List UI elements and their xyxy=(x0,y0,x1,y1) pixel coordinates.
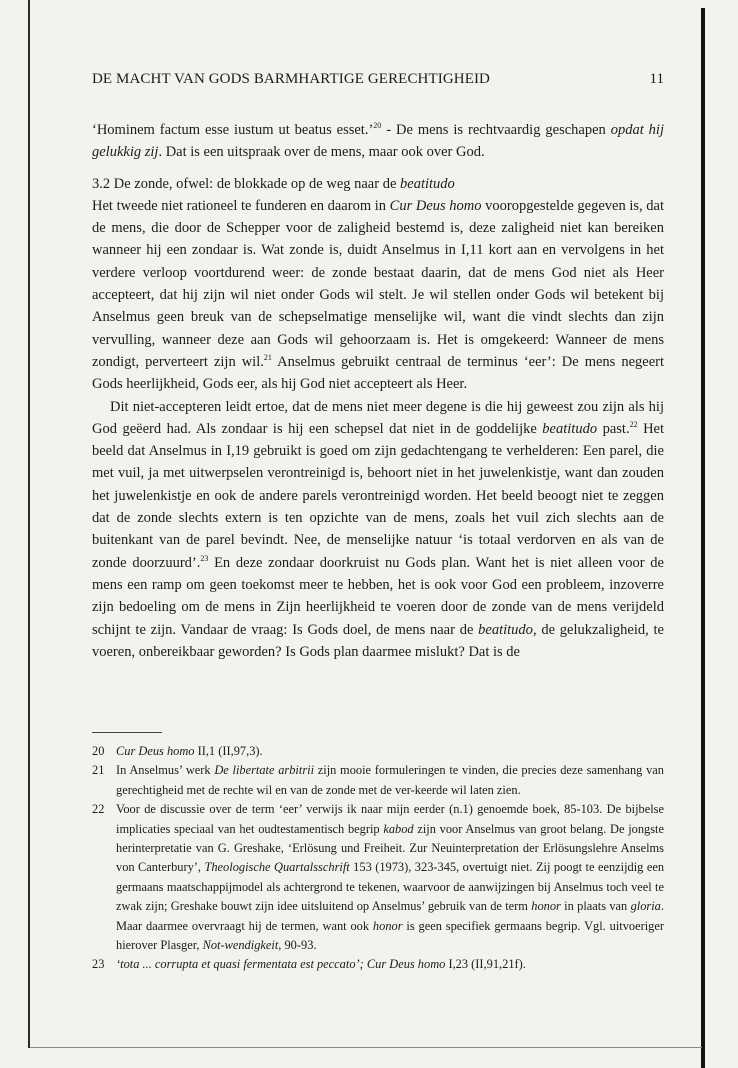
text-span: Dit niet-accepteren leidt ertoe, dat de mens niet meer degene is die hij geweest zou zijn als hij God geëerd had. Als zondaar is hij een schepsel dat niet in de goddelijke xyxy=(92,398,664,437)
footnote-ref-23: 23 xyxy=(200,553,209,563)
footnote-text xyxy=(116,800,664,955)
text-span: - De mens is rechtvaardig geschapen xyxy=(381,122,611,138)
page-number: 11 xyxy=(649,71,664,87)
footnotes xyxy=(92,742,664,975)
italic-text: honor xyxy=(531,899,561,914)
italic-text: De libertate arbitrii xyxy=(214,763,315,778)
footnote-rule xyxy=(92,732,162,733)
footnote-number: 20 xyxy=(92,744,105,758)
footnote-text xyxy=(116,742,664,761)
italic-text: Cur Deus homo xyxy=(116,744,195,758)
footnote-text xyxy=(116,761,664,800)
footnote-text xyxy=(116,955,664,974)
italic-text: honor xyxy=(372,918,403,933)
italic-text: Theologische Quartalsschrift xyxy=(204,860,350,875)
text-span: En deze zondaar doorkruist nu Gods plan. Want het is niet alleen voor de mens een ramp om geen toekomst meer te hebben, het is ook voor God een probleem, inzoverre zijn bedoeling om de mens in Zijn heerlijkheid te voeren door de zonde van de mens verijdeld schijnt te zijn. Vandaar de vraag: Is Gods doel, de mens naar de xyxy=(92,554,664,638)
text-span: is geen specifiek germaans begrip. Vgl. uitvoeriger hierover Plasger, xyxy=(116,918,664,953)
italic-text: Not-wendigkeit xyxy=(202,938,279,953)
italic-text: ‘tota ... corrupta et quasi fermentata est peccato’; Cur Deus homo xyxy=(116,957,446,972)
text-span: zijn mooie formuleringen te vinden, die precies deze samenhang van gerechtigheid met de rechte wil en van de zonde met de ver-keerde wil laten zien. xyxy=(116,763,664,797)
running-head-title: DE MACHT VAN GODS BARMHARTIGE GERECHTIGHEID xyxy=(92,71,490,87)
text-span: . Dat is een uitspraak over de mens, maar ook over God. xyxy=(158,144,485,161)
paragraph-2 xyxy=(92,195,664,396)
text-span: Anselmus gebruikt centraal de terminus ‘eer’: De mens negeert Gods heerlijkheid, Gods eer, als hij God niet accepteert als Heer. xyxy=(92,353,664,393)
paragraph-1 xyxy=(92,119,664,164)
footnote-21 xyxy=(92,761,664,800)
page-edge-right xyxy=(701,8,705,1068)
italic-text: kabod xyxy=(383,821,414,836)
text-span: . Maar daarmee overvraagt hij de termen, want ook xyxy=(116,899,664,933)
text-span: vooropgestelde gegeven is, dat de mens, die door de Schepper voor de zaligheid bestemd is, deze zaligheid niet kan bereiken wanneer hij een zondaar is. Wat zonde is, duidt Anselmus in I,11 kort aan en vervolgens in het verdere verloop voortdurend weer: de zonde bestaat daarin, dat de mens God niet als Heer accepteert, dat hij zijn wil niet onder Gods wil stelt. Je wil stellen onder Gods wil betekent bij Anselmus geen breuk van de schepselmatige menselijke wil, want die vindt slechts dan zijn vervulling, wanneer deze aan Gods wil gehoorzaam is. Het is omgekeerd: Wanneer de mens zondigt, perverteert zijn wil. xyxy=(92,197,664,370)
text-span: past. xyxy=(597,420,630,437)
italic-text: opdat hij gelukkig zij xyxy=(92,122,664,161)
text-span: Het beeld dat Anselmus in I,19 gebruikt is goed om zijn gedachtengang te verhelderen: Een parel, die met vuil, ja met uitwerpselen verontreinigd is, behoort niet in het juwelenkistje, want dan zouden het juwelenkistje en ook de andere parels verontreinigd worden. Het beeld beoogt niet te zeggen dat de zonde slechts extern is ten opzichte van de mens, zoals het vuil zich slechts aan de buitenkant van de parel bevindt. Nee, de menselijke natuur ‘is totaal verdorven en als van de zonde doorzuurd’. xyxy=(92,420,665,571)
text-span: Het tweede niet rationeel te funderen en daarom in xyxy=(92,197,390,214)
footnote-number: 21 xyxy=(92,763,105,778)
footnote-number: 23 xyxy=(92,957,105,972)
italic-text: gloria xyxy=(630,899,661,914)
text-span: in plaats van xyxy=(560,899,631,914)
heading-italic: beatitudo xyxy=(400,175,455,192)
text-span: , de gelukzaligheid, te voeren, onbereikbaar geworden? Is Gods plan daarmee mislukt? Dat is de xyxy=(92,621,664,660)
italic-text: Cur Deus homo xyxy=(389,197,482,214)
section-heading xyxy=(92,173,664,195)
text-span: In Anselmus’ werk xyxy=(116,763,215,778)
italic-text: beatitudo xyxy=(542,420,598,437)
text-span: ‘Hominem factum esse iustum ut beatus esset.’ xyxy=(92,122,374,138)
text-span: Voor de discussie over de term ‘eer’ verwijs ik naar mijn eerder (n.1) genoemde boek, 85-103. De bijbelse implicaties speciaal van het oudtestamentisch begrip xyxy=(116,802,664,836)
heading-text: 3.2 De zonde, ofwel: de blokkade op de weg naar de xyxy=(92,175,401,192)
page-edge-left xyxy=(28,0,30,1048)
body-text xyxy=(92,119,664,663)
footnote-20 xyxy=(92,742,664,761)
text-span: I,23 (II,91,21f). xyxy=(445,957,526,972)
text-span: 153 (1973), 323-345, overtuigt niet. Zij poogt te eenzijdig een germaans maatschappijmodel als achtergrond te tekenen, waarvoor de aanwijzingen bij Anselmus toch veel te zwak zijn; Greshake bouwt zijn idee uitsluitend op Anselmus’ gebruik van de term xyxy=(116,860,665,914)
footnote-23 xyxy=(92,955,664,974)
text-span: , 90-93. xyxy=(278,938,317,953)
text-span: zijn voor Anselmus van groot belang. De jongste herinterpretatie van G. Greshake, ‘Erlösung und Freiheit. Zur Neuinterpretation der Erlösungslehre Anselms von Canterbury’, xyxy=(116,821,664,875)
italic-text: beatitudo xyxy=(478,621,533,638)
running-header xyxy=(92,71,664,97)
footnote-ref-21: 21 xyxy=(263,353,272,363)
footnote-number: 22 xyxy=(92,802,105,817)
page-edge-bottom xyxy=(30,1047,702,1048)
footnote-ref-20: 20 xyxy=(373,121,382,131)
footnote-ref-22: 22 xyxy=(629,420,638,430)
paragraph-3 xyxy=(92,396,664,664)
footnote-22 xyxy=(92,800,664,955)
text-span: II,1 (II,97,3). xyxy=(194,744,263,758)
